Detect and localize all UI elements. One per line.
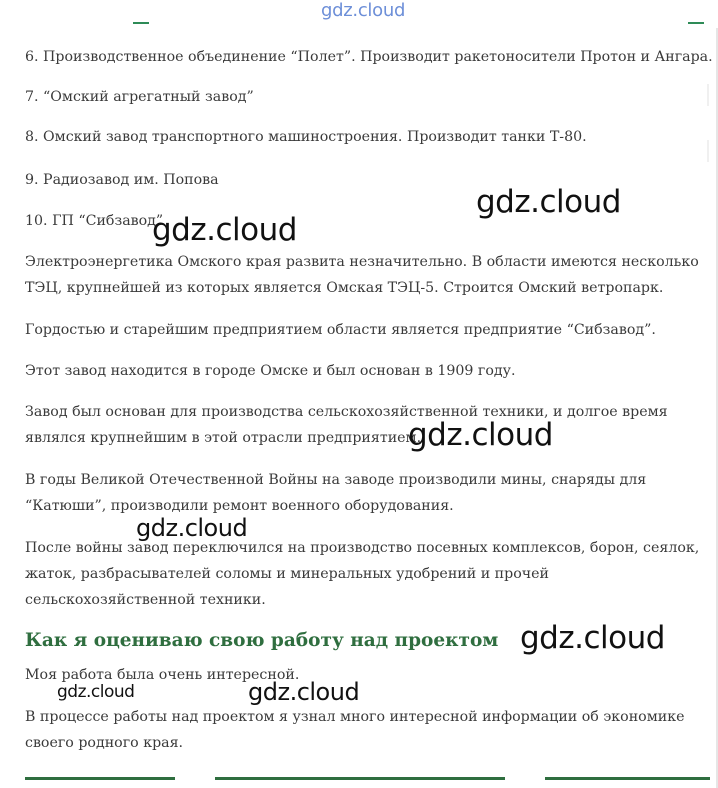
list-item: 10. ГП “Сибзавод” xyxy=(25,213,164,229)
paragraph-line: являлся крупнейшим в этой отрасли предприятием. xyxy=(25,430,422,446)
watermark-text: gdz.cloud xyxy=(136,514,248,542)
paragraph-line: жаток, разбрасывателей соломы и минеральных удобрений и прочей xyxy=(25,566,549,582)
watermark-text: gdz.cloud xyxy=(57,682,135,702)
section-heading: Как я оцениваю свою работу над проектом xyxy=(25,630,499,651)
list-item: 9. Радиозавод им. Попова xyxy=(25,172,219,188)
paragraph-line: В годы Великой Отечественной Войны на заводе производили мины, снаряды для xyxy=(25,472,647,488)
paragraph-line: Завод был основан для производства сельскохозяйственной техники, и долгое время xyxy=(25,404,668,420)
paragraph-line: ТЭЦ, крупнейшей из которых является Омская ТЭЦ-5. Строится Омский ветропарк. xyxy=(25,280,664,296)
top-accent-right xyxy=(688,22,704,24)
watermark-text: gdz.cloud xyxy=(248,678,360,706)
list-item: 7. “Омский агрегатный завод” xyxy=(25,89,254,105)
paragraph-line: В процессе работы над проектом я узнал много интересной информации об экономике xyxy=(25,709,685,725)
watermark-text: gdz.cloud xyxy=(408,417,553,453)
paragraph-line: своего родного края. xyxy=(25,735,184,751)
site-logo-watermark: gdz.cloud xyxy=(321,0,406,21)
side-scroll-tick xyxy=(707,84,715,106)
watermark-text: gdz.cloud xyxy=(520,620,665,656)
watermark-text: gdz.cloud xyxy=(476,184,621,220)
next-section-heading-clipped xyxy=(25,770,715,784)
list-item: 6. Производственное объединение “Полет”. Производит ракетоносители Протон и Ангара. xyxy=(25,49,713,65)
top-accent-left xyxy=(133,22,149,24)
paragraph-line: “Катюши”, производили ремонт военного оборудования. xyxy=(25,498,454,514)
watermark-text: gdz.cloud xyxy=(152,212,297,248)
paragraph-line: сельскохозяйственной техники. xyxy=(25,592,266,608)
paragraph-line: Этот завод находится в городе Омске и был основан в 1909 году. xyxy=(25,363,516,379)
side-scroll-tick xyxy=(707,140,715,162)
paragraph-line: Моя работа была очень интересной. xyxy=(25,667,300,683)
top-bar xyxy=(0,0,718,38)
paragraph-line: После войны завод переключился на производство посевных комплексов, борон, сеялок, xyxy=(25,540,700,556)
paragraph-line: Электроэнергетика Омского края развита незначительно. В области имеются несколько xyxy=(25,254,699,270)
paragraph-line: Гордостью и старейшим предприятием области является предприятие “Сибзавод”. xyxy=(25,322,656,338)
list-item: 8. Омский завод транспортного машиностроения. Производит танки Т-80. xyxy=(25,129,587,145)
